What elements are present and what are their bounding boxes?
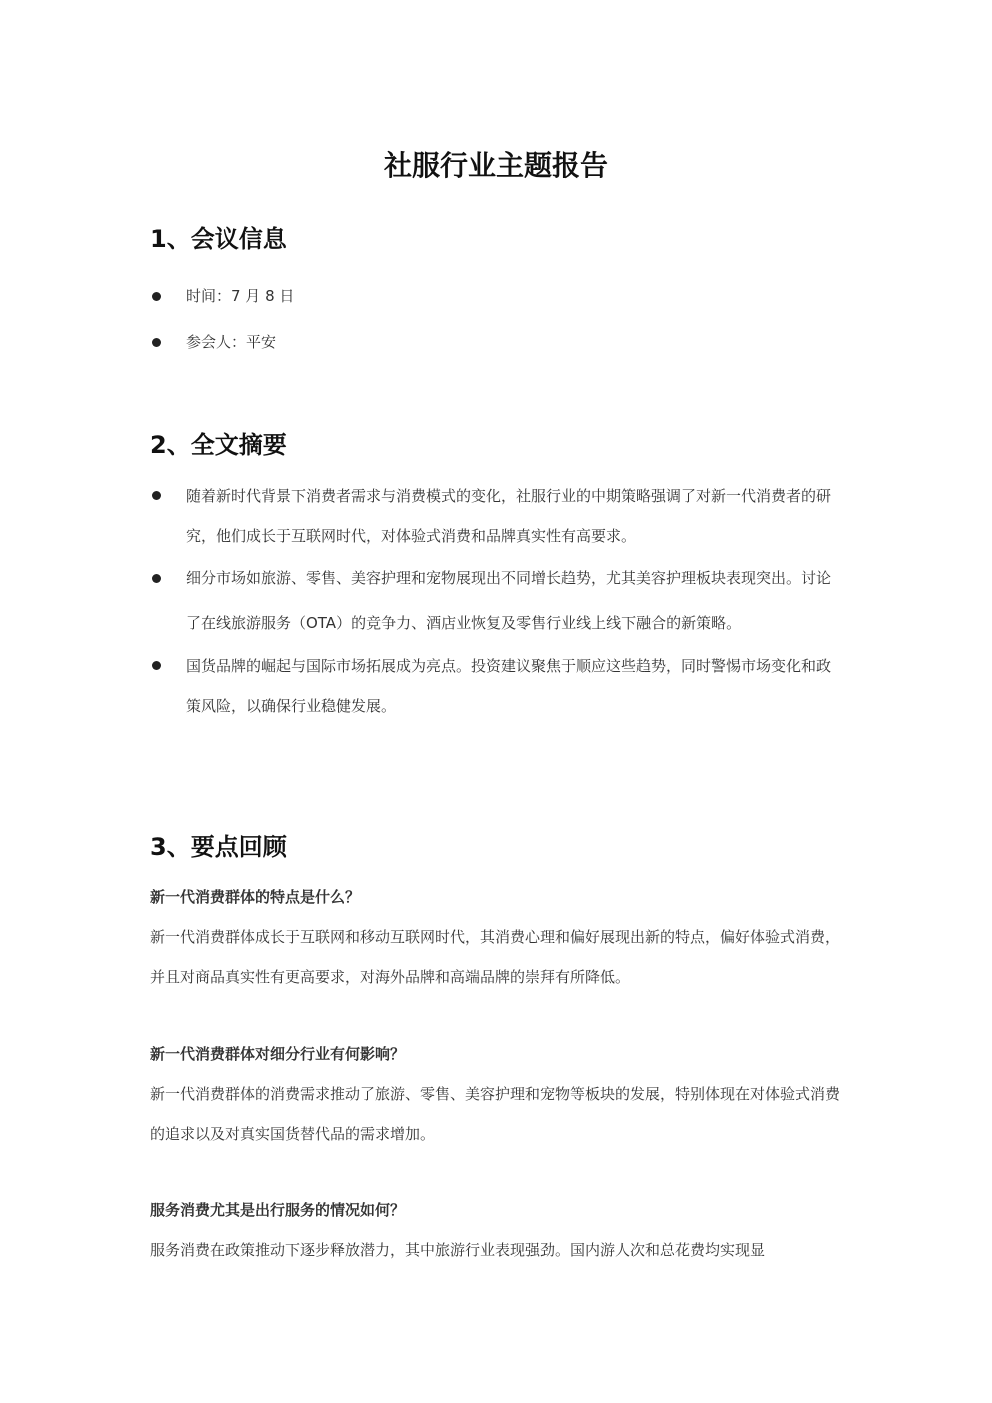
bullet-icon — [152, 292, 161, 301]
meeting-attendee-text: 参会人：平安 — [186, 333, 277, 351]
summary-list — [150, 476, 842, 726]
bullet-icon — [152, 661, 161, 670]
document-title: 社服行业主题报告 — [383, 149, 608, 182]
summary-item — [150, 476, 842, 556]
bullet-icon — [152, 491, 161, 500]
qa-block — [150, 885, 842, 997]
section-heading-summary: 2、全文摘要 — [150, 431, 287, 459]
bullet-icon — [152, 338, 161, 347]
bullet-icon — [152, 574, 161, 583]
summary-item-text: 随着新时代背景下消费者需求与消费模式的变化，社服行业的中期策略强调了对新一代消费者的研究，他们成长于互联网时代，对体验式消费和品牌真实性有高要求。 — [186, 487, 832, 545]
qa-block — [150, 1198, 842, 1270]
qa-question: 服务消费尤其是出行服务的情况如何？ — [150, 1201, 406, 1219]
qa-question: 新一代消费群体对细分行业有何影响？ — [150, 1045, 406, 1063]
qa-answer: 服务消费在政策推动下逐步释放潜力，其中旅游行业表现强劲。国内游人次和总花费均实现显 — [150, 1241, 766, 1259]
summary-item-text: 细分市场如旅游、零售、美容护理和宠物展现出不同增长趋势，尤其美容护理板块表现突出。讨论了在线旅游服务（OTA）的竞争力、酒店业恢复及零售行业线上线下融合的新策略。 — [186, 569, 832, 632]
meeting-time-text: 时间：7 月 8 日 — [186, 287, 295, 305]
meeting-time-item — [150, 285, 842, 307]
meeting-attendee-item — [150, 331, 842, 353]
qa-answer: 新一代消费群体成长于互联网和移动互联网时代，其消费心理和偏好展现出新的特点，偏好体验式消费，并且对商品真实性有更高要求，对海外品牌和高端品牌的崇拜有所降低。 — [150, 928, 841, 986]
summary-item — [150, 646, 842, 726]
qa-block — [150, 1042, 842, 1154]
summary-item-text: 国货品牌的崛起与国际市场拓展成为亮点。投资建议聚焦于顺应这些趋势，同时警惕市场变化和政策风险，以确保行业稳健发展。 — [186, 657, 832, 715]
qa-question: 新一代消费群体的特点是什么？ — [150, 888, 361, 906]
section-heading-meeting-info: 1、会议信息 — [150, 225, 287, 253]
meeting-info-list — [150, 285, 842, 377]
section-heading-review: 3、要点回顾 — [150, 833, 287, 861]
summary-item — [150, 556, 842, 646]
qa-answer: 新一代消费群体的消费需求推动了旅游、零售、美容护理和宠物等板块的发展，特别体现在对体验式消费的追求以及对真实国货替代品的需求增加。 — [150, 1085, 841, 1143]
